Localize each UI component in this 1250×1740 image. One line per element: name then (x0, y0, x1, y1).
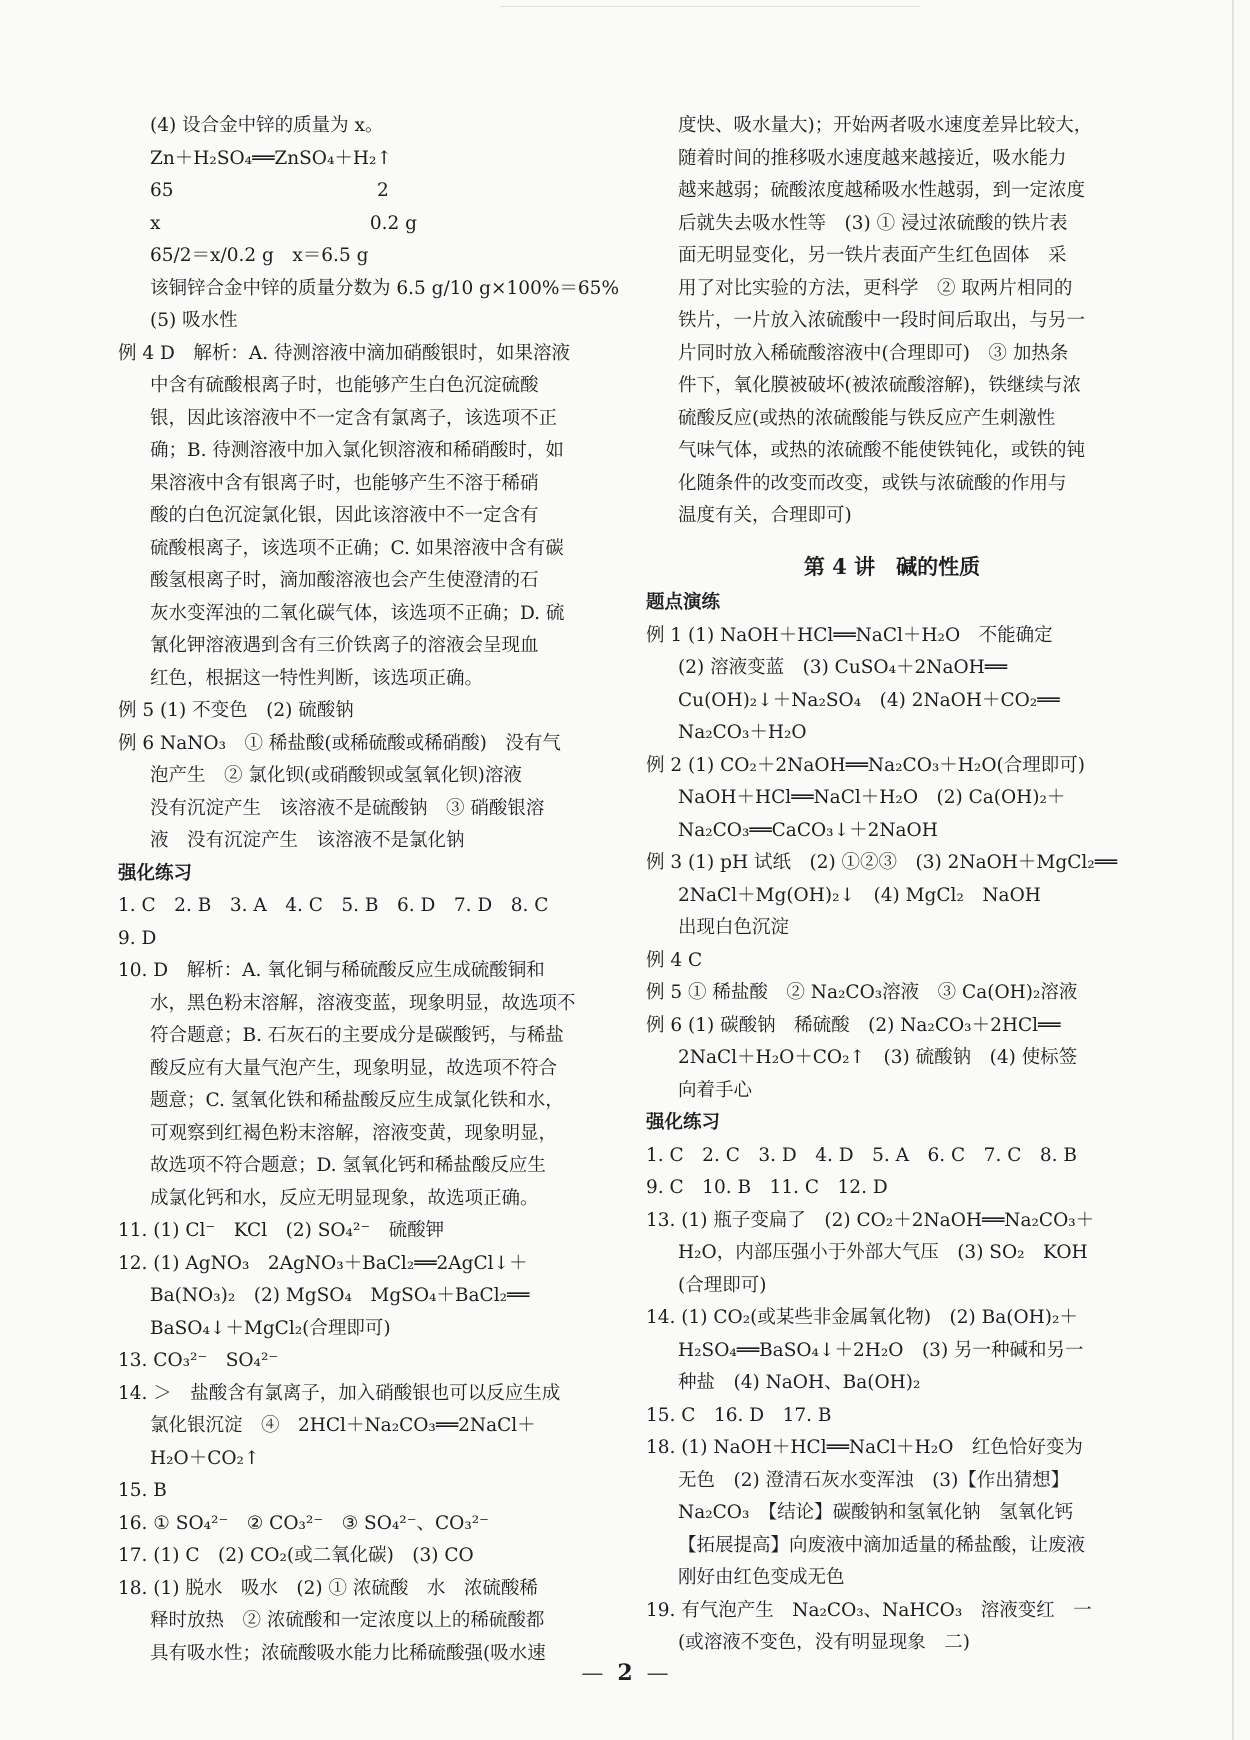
right-column-continuation (646, 110, 1138, 533)
answer-line: 2NaCl＋Mg(OH)₂↓ (4) MgCl₂ NaOH (678, 884, 1041, 906)
answer-line: 14. ＞ 盐酸含有氯离子，加入硝酸银也可以反应生成 (118, 1382, 561, 1404)
answer-line: Na₂CO₃ 【结论】碳酸钠和氢氧化钠 氢氧化钙 (678, 1502, 1074, 1523)
answer-line: 硫酸反应(或热的浓硫酸能与铁反应产生刺激性 (678, 407, 1056, 429)
top-edge-rule (500, 6, 920, 7)
answer-line: 液 没有沉淀产生 该溶液不是氯化钠 (150, 830, 465, 851)
answer-line: 15. C 16. D 17. B (646, 1404, 832, 1426)
answer-line: 16. ① SO₄²⁻ ② CO₃²⁻ ③ SO₄²⁻、CO₃²⁻ (118, 1512, 489, 1534)
answer-line: 面无明显变化，另一铁片表面产生红色固体 采 (678, 245, 1067, 266)
answer-line: 14. (1) CO₂(或某些非金属氧化物) (2) Ba(OH)₂＋ (646, 1307, 1078, 1328)
answer-line: 例 3 (1) pH 试纸 (2) ①②③ (3) 2NaOH＋MgCl₂══ (646, 852, 1117, 873)
answer-line: 果溶液中含有银离子时，也能够产生不溶于稀硝 (150, 472, 539, 494)
answer-line: 例 5 (1) 不变色 (2) 硫酸钠 (118, 700, 354, 721)
answer-line: 18. (1) NaOH＋HCl══NaCl＋H₂O 红色恰好变为 (646, 1437, 1083, 1458)
answer-line: (4) 设合金中锌的质量为 x。 (150, 115, 384, 136)
answer-line: 酸氢根离子时，滴加酸溶液也会产生使澄清的石 (150, 570, 539, 591)
answer-line: 例 2 (1) CO₂＋2NaOH══Na₂CO₃＋H₂O(合理即可) (646, 754, 1085, 776)
answer-line: 银，因此该溶液中不一定含有氯离子，该选项不正 (150, 407, 558, 429)
answer-line: 越来越弱；硫酸浓度越稀吸水性越弱，到一定浓度 (678, 180, 1086, 201)
answer-line: (或溶液不变色，没有明显现象 二) (678, 1632, 970, 1653)
answer-line: 随着时间的推移吸水速度越来越接近，吸水能力 (678, 147, 1067, 169)
answer-line: Na₂CO₃══CaCO₃↓＋2NaOH (678, 819, 938, 841)
answer-line: 符合题意；B. 石灰石的主要成分是碳酸钙，与稀盐 (150, 1025, 564, 1046)
answer-line: 泡产生 ② 氯化钡(或硝酸钡或氢氧化钡)溶液 (150, 765, 522, 786)
answer-line: 故选项不符合题意；D. 氢氧化钙和稀盐酸反应生 (150, 1155, 546, 1176)
answer-line: 出现白色沉淀 (678, 917, 790, 938)
answer-line: 度快、吸水量大)；开始两者吸水速度差异比较大， (678, 115, 1093, 136)
answer-line: 种盐 (4) NaOH、Ba(OH)₂ (678, 1372, 921, 1393)
answer-line: 例 5 ① 稀盐酸 ② Na₂CO₃溶液 ③ Ca(OH)₂溶液 (646, 982, 1078, 1003)
answer-line: Cu(OH)₂↓＋Na₂SO₄ (4) 2NaOH＋CO₂══ (678, 689, 1060, 711)
answer-line: 化随条件的改变而改变，或铁与浓硫酸的作用与 (678, 472, 1067, 494)
answer-line: 2NaCl＋H₂O＋CO₂↑ (3) 硫酸钠 (4) 使标签 (678, 1047, 1078, 1068)
answer-line: 【拓展提高】向废液中滴加适量的稀盐酸，让废液 (678, 1534, 1086, 1556)
answer-line: Ba(NO₃)₂ (2) MgSO₄ MgSO₄＋BaCl₂══ (150, 1285, 530, 1306)
answer-line: 例 6 (1) 碳酸钠 稀硫酸 (2) Na₂CO₃＋2HCl══ (646, 1014, 1061, 1036)
answer-line: Zn＋H₂SO₄══ZnSO₄＋H₂↑ (150, 147, 392, 169)
answer-line: 例 1 (1) NaOH＋HCl══NaCl＋H₂O 不能确定 (646, 624, 1053, 646)
answer-line: BaSO₄↓＋MgCl₂(合理即可) (150, 1317, 391, 1339)
page-number-value: 2 (617, 1660, 633, 1686)
answer-line: 18. (1) 脱水 吸水 (2) ① 浓硫酸 水 浓硫酸稀 (118, 1577, 538, 1599)
answer-line: 10. D 解析：A. 氧化铜与稀硫酸反应生成硫酸铜和 (118, 960, 545, 981)
answer-line: 例 4 D 解析：A. 待测溶液中滴加硝酸银时，如果溶液 (118, 342, 570, 364)
answer-line: 没有沉淀产生 该溶液不是硫酸钠 ③ 硝酸银溶 (150, 797, 545, 819)
page-dash-right: — (646, 1661, 669, 1686)
answer-line: 灰水变浑浊的二氧化碳气体，该选项不正确；D. 硫 (150, 602, 565, 624)
answer-line: 该铜锌合金中锌的质量分数为 6.5 g/10 g×100%＝65% (150, 277, 620, 299)
answer-line: 可观察到红褐色粉末溶解，溶液变黄，现象明显， (150, 1122, 558, 1144)
answer-line: 9. C 10. B 11. C 12. D (646, 1177, 888, 1198)
answer-line: 铁片，一片放入浓硫酸中一段时间后取出，与另一 (678, 310, 1086, 331)
answer-line: 向着手心 (678, 1079, 753, 1101)
answer-line: 件下，氧化膜被破坏(被浓硫酸溶解)，铁继续与浓 (678, 375, 1081, 396)
answer-line: 酸反应有大量气泡产生，现象明显，故选项不符合 (150, 1057, 558, 1079)
answer-line: 12. (1) AgNO₃ 2AgNO₃＋BaCl₂══2AgCl↓＋ (118, 1252, 528, 1274)
answer-line: 19. 有气泡产生 Na₂CO₃、NaHCO₃ 溶液变红 一 (646, 1599, 1092, 1621)
answer-line: 题意；C. 氢氧化铁和稀盐酸反应生成氯化铁和水， (150, 1090, 564, 1111)
answer-line: 无色 (2) 澄清石灰水变浑浊 (3)【作出猜想】 (678, 1469, 1070, 1491)
right-column-answers (646, 587, 1138, 1660)
answer-line: 1. C 2. C 3. D 4. D 5. A 6. C 7. C 8. B (646, 1144, 1077, 1166)
subheading: 强化练习 (118, 862, 193, 884)
answer-line: 13. (1) 瓶子变扁了 (2) CO₂＋2NaOH══Na₂CO₃＋ (646, 1209, 1095, 1231)
answer-line: H₂SO₄══BaSO₄↓＋2H₂O (3) 另一种碱和另一 (678, 1339, 1084, 1361)
answer-line: 红色，根据这一特性判断，该选项正确。 (150, 667, 484, 689)
answer-line: 后就失去吸水性等 (3) ① 浸过浓硫酸的铁片表 (678, 212, 1068, 234)
answer-line: 65 2 (150, 180, 389, 201)
answer-line: 例 6 NaNO₃ ① 稀盐酸(或稀硫酸或稀硝酸) 没有气 (118, 732, 561, 754)
page-dash-left: — (581, 1661, 604, 1686)
binding-edge (1232, 0, 1234, 1740)
answer-line: 具有吸水性；浓硫酸吸水能力比稀硫酸强(吸水速 (150, 1642, 546, 1664)
answer-line: H₂O，内部压强小于外部大气压 (3) SO₂ KOH (678, 1242, 1088, 1263)
answer-line: NaOH＋HCl══NaCl＋H₂O (2) Ca(OH)₂＋ (678, 787, 1066, 808)
answer-line: (合理即可) (678, 1274, 767, 1296)
answer-line: 温度有关，合理即可) (678, 505, 852, 526)
answer-line: 成氯化钙和水，反应无明显现象，故选项正确。 (150, 1187, 539, 1209)
answer-line: 氯化银沉淀 ④ 2HCl＋Na₂CO₃══2NaCl＋ (150, 1415, 536, 1436)
answer-line: 氰化钾溶液遇到含有三价铁离子的溶液会呈现血 (150, 635, 539, 656)
answer-line: (5) 吸水性 (150, 310, 238, 331)
answer-line: 9. D (118, 927, 157, 949)
answer-line: 17. (1) C (2) CO₂(或二氧化碳) (3) CO (118, 1545, 474, 1566)
left-column (118, 110, 663, 1670)
answer-line: (2) 溶液变蓝 (3) CuSO₄＋2NaOH══ (678, 657, 1008, 678)
answer-line: 酸的白色沉淀氯化银，因此该溶液中不一定含有 (150, 505, 539, 526)
answer-line: 中含有硫酸根离子时，也能够产生白色沉淀硫酸 (150, 375, 539, 396)
answer-line: 11. (1) Cl⁻ KCl (2) SO₄²⁻ 硫酸钾 (118, 1220, 445, 1241)
answer-line: 释时放热 ② 浓硫酸和一定浓度以上的稀硫酸都 (150, 1610, 545, 1631)
answer-line: 15. B (118, 1480, 167, 1501)
right-column (646, 110, 1138, 1660)
answer-line: 气味气体，或热的浓硫酸不能使铁钝化，或铁的钝 (678, 440, 1086, 461)
subheading: 强化练习 (646, 1112, 721, 1133)
section-title: 第 4 讲 碱的性质 (803, 553, 981, 579)
answer-line: 用了对比实验的方法，更科学 ② 取两片相同的 (678, 277, 1073, 299)
answer-line: H₂O＋CO₂↑ (150, 1447, 260, 1469)
answer-line: Na₂CO₃＋H₂O (678, 722, 807, 743)
answer-line: 硫酸根离子，该选项不正确；C. 如果溶液中含有碳 (150, 537, 564, 559)
answer-line: 13. CO₃²⁻ SO₄²⁻ (118, 1350, 279, 1371)
subheading: 题点演练 (646, 592, 721, 613)
answer-line: 片同时放入稀硫酸溶液中(合理即可) ③ 加热条 (678, 342, 1069, 364)
answer-line: 65/2＝x/0.2 g x＝6.5 g (150, 245, 369, 266)
answer-line: 例 4 C (646, 949, 703, 971)
answer-line: 1. C 2. B 3. A 4. C 5. B 6. D 7. D 8. C (118, 895, 549, 916)
page-number (0, 1660, 1250, 1686)
answer-line: x 0.2 g (150, 212, 417, 234)
answer-line: 刚好由红色变成无色 (678, 1567, 845, 1588)
answer-line: 确；B. 待测溶液中加入氯化钡溶液和稀硝酸时，如 (150, 440, 564, 461)
answer-line: 水，黑色粉末溶解，溶液变蓝，现象明显，故选项不 (150, 992, 576, 1014)
